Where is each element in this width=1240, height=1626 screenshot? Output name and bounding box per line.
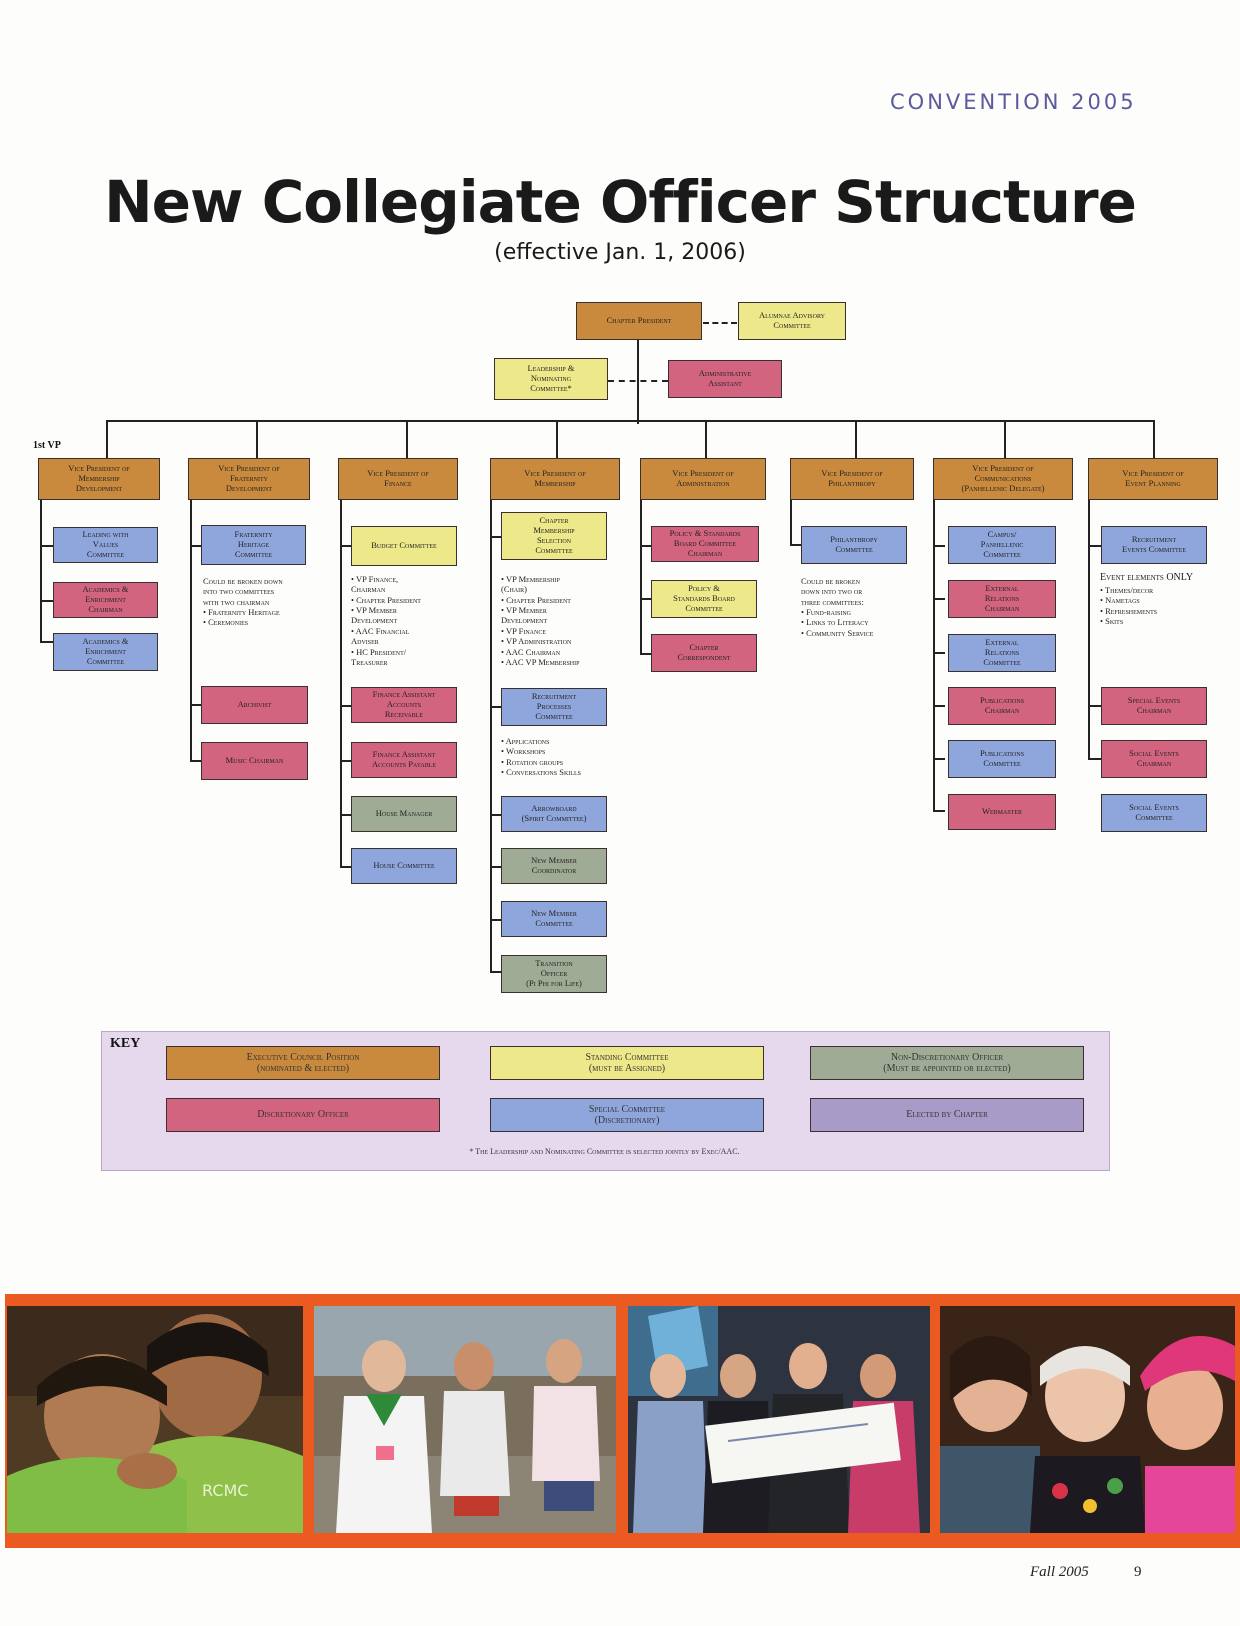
fraternity-note: Could be broken down into two committees with two chairman • Fraternity Heritage • Ceremonies: [203, 576, 283, 628]
key-executive: Executive Council Position (nominated & elected): [166, 1046, 440, 1080]
new-member-committee: New Member Committee: [501, 901, 607, 937]
arrowboard-committee: Arrowboard (Spirit Committee): [501, 796, 607, 832]
branch-line: [1088, 705, 1102, 707]
external-relations-committee: External Relations Committee: [948, 634, 1056, 672]
key-elected: Elected by Chapter: [810, 1098, 1084, 1132]
social-events-chairman: Social Events Chairman: [1101, 740, 1207, 778]
vp-membership-development: Vice President of Membership Development: [38, 458, 160, 500]
special-events-chairman: Special Events Chairman: [1101, 687, 1207, 725]
key-special: Special Committee (Discretionary): [490, 1098, 764, 1132]
dashed-connector: [703, 322, 737, 324]
policy-board-chairman: Policy & Standards Board Committee Chairman: [651, 526, 759, 562]
policy-board-committee: Policy & Standards Board Committee: [651, 580, 757, 618]
spine-line: [40, 500, 42, 642]
photo-check-presentation: [628, 1306, 930, 1533]
drop-line: [705, 420, 707, 460]
branch-line: [933, 810, 945, 812]
drop-line: [1153, 420, 1155, 460]
shirt-print: RCMC: [202, 1481, 249, 1500]
drop-line: [406, 420, 408, 460]
branch-line: [40, 545, 54, 547]
key-footnote: * The Leadership and Nominating Committee is selected jointly by Exec/AAC.: [469, 1147, 740, 1156]
key-title: KEY: [110, 1036, 141, 1051]
transition-officer: Transition Officer (Pi Phi for Life): [501, 955, 607, 993]
branch-line: [1088, 758, 1102, 760]
branch-line: [933, 705, 945, 707]
trunk-line: [637, 340, 639, 424]
vp-administration: Vice President of Administration: [640, 458, 766, 500]
drop-line: [256, 420, 258, 460]
recruitment-processes-committee: Recruitment Processes Committee: [501, 688, 607, 726]
leadership-committee-box: Leadership & Nominating Committee*: [494, 358, 608, 400]
spine-line: [640, 500, 642, 655]
admin-assistant-box: Administrative Assistant: [668, 360, 782, 398]
vp-membership: Vice President of Membership: [490, 458, 620, 500]
publications-chairman: Publications Chairman: [948, 687, 1056, 725]
key-discretionary: Discretionary Officer: [166, 1098, 440, 1132]
budget-note: • VP Finance, Chairman • Chapter President • VP Member Development • AAC Financial Adviser • HC President/ Treasurer: [351, 574, 421, 667]
house-manager: House Manager: [351, 796, 457, 832]
page-title: New Collegiate Officer Structure: [104, 168, 1136, 236]
philanthropy-committee: Philanthropy Committee: [801, 526, 907, 564]
vp-finance: Vice President of Finance: [338, 458, 458, 500]
spine-line: [1088, 500, 1090, 760]
event-note-head: Event elements ONLY: [1100, 572, 1194, 583]
chapter-president-box: Chapter President: [576, 302, 702, 340]
chapter-correspondent: Chapter Correspondent: [651, 634, 757, 672]
branch-line: [933, 758, 945, 760]
recruitment-events-committee: Recruitment Events Committee: [1101, 526, 1207, 564]
spine-line: [340, 500, 342, 868]
alumnae-advisory-box: Alumnae Advisory Committee: [738, 302, 846, 340]
branch-line: [40, 600, 54, 602]
archivist: Archivist: [201, 686, 308, 724]
leading-values-committee: Leading with Values Committee: [53, 527, 158, 563]
branch-line: [40, 641, 54, 643]
branch-line: [1088, 545, 1102, 547]
vp-philanthropy: Vice President of Philanthropy: [790, 458, 914, 500]
issue-label: Fall 2005: [1030, 1564, 1089, 1580]
publications-committee: Publications Committee: [948, 740, 1056, 778]
finance-assistant-payable: Finance Assistant Accounts Payable: [351, 742, 457, 778]
drop-line: [1004, 420, 1006, 460]
philanthropy-note: Could be broken down into two or three committees: • Fund-raising • Links to Literacy • Community Service: [801, 576, 874, 638]
drop-line: [106, 420, 108, 460]
house-committee: House Committee: [351, 848, 457, 884]
academics-chairman: Academics & Enrichment Chairman: [53, 582, 158, 618]
photo-two-girls: [7, 1306, 303, 1533]
external-relations-chairman: External Relations Chairman: [948, 580, 1056, 618]
branch-line: [933, 652, 945, 654]
bus-line: [106, 420, 1155, 422]
drop-line: [556, 420, 558, 460]
event-note: • Themes/decor • Nametags • Refreshements • Skits: [1100, 585, 1158, 627]
social-events-committee: Social Events Committee: [1101, 794, 1207, 832]
drop-line: [855, 420, 857, 460]
academics-committee: Academics & Enrichment Committee: [53, 633, 158, 671]
first-vp-label: 1st VP: [33, 440, 61, 451]
vp-communications: Vice President of Communications (Panhellenic Delegate): [933, 458, 1073, 500]
spine-line: [190, 500, 192, 762]
membership-selection-committee: Chapter Membership Selection Committee: [501, 512, 607, 560]
page-number: 9: [1134, 1564, 1142, 1580]
spine-line: [490, 500, 492, 972]
section-label: CONVENTION 2005: [890, 90, 1137, 114]
finance-assistant-receivable: Finance Assistant Accounts Receivable: [351, 687, 457, 723]
music-chairman: Music Chairman: [201, 742, 308, 780]
dashed-connector: [608, 380, 668, 382]
key-standing: Standing Committee (must be Assigned): [490, 1046, 764, 1080]
branch-line: [933, 598, 945, 600]
webmaster: Webmaster: [948, 794, 1056, 830]
branch-line: [933, 545, 945, 547]
key-nondiscretionary: Non-Discretionary Officer (Must be appointed or elected): [810, 1046, 1084, 1080]
recruitment-note: • Applications • Workshops • Rotation groups • Conversations Skills: [501, 736, 581, 778]
vp-event-planning: Vice President of Event Planning: [1088, 458, 1218, 500]
page-subtitle: (effective Jan. 1, 2006): [494, 240, 746, 265]
vp-fraternity-development: Vice President of Fraternity Development: [188, 458, 310, 500]
budget-committee: Budget Committee: [351, 526, 457, 566]
selection-note: • VP Membership (Chair) • Chapter President • VP Member Development • VP Finance • VP Administration • AAC Chairman • AAC VP Membership: [501, 574, 580, 667]
new-member-coordinator: New Member Coordinator: [501, 848, 607, 884]
photo-three-women-smiling: [940, 1306, 1235, 1533]
photo-group-walking: [314, 1306, 616, 1533]
spine-line: [790, 500, 792, 546]
campus-panhellenic-committee: Campus/ Panhellenic Committee: [948, 526, 1056, 564]
fraternity-heritage-committee: Fraternity Heritage Committee: [201, 525, 306, 565]
